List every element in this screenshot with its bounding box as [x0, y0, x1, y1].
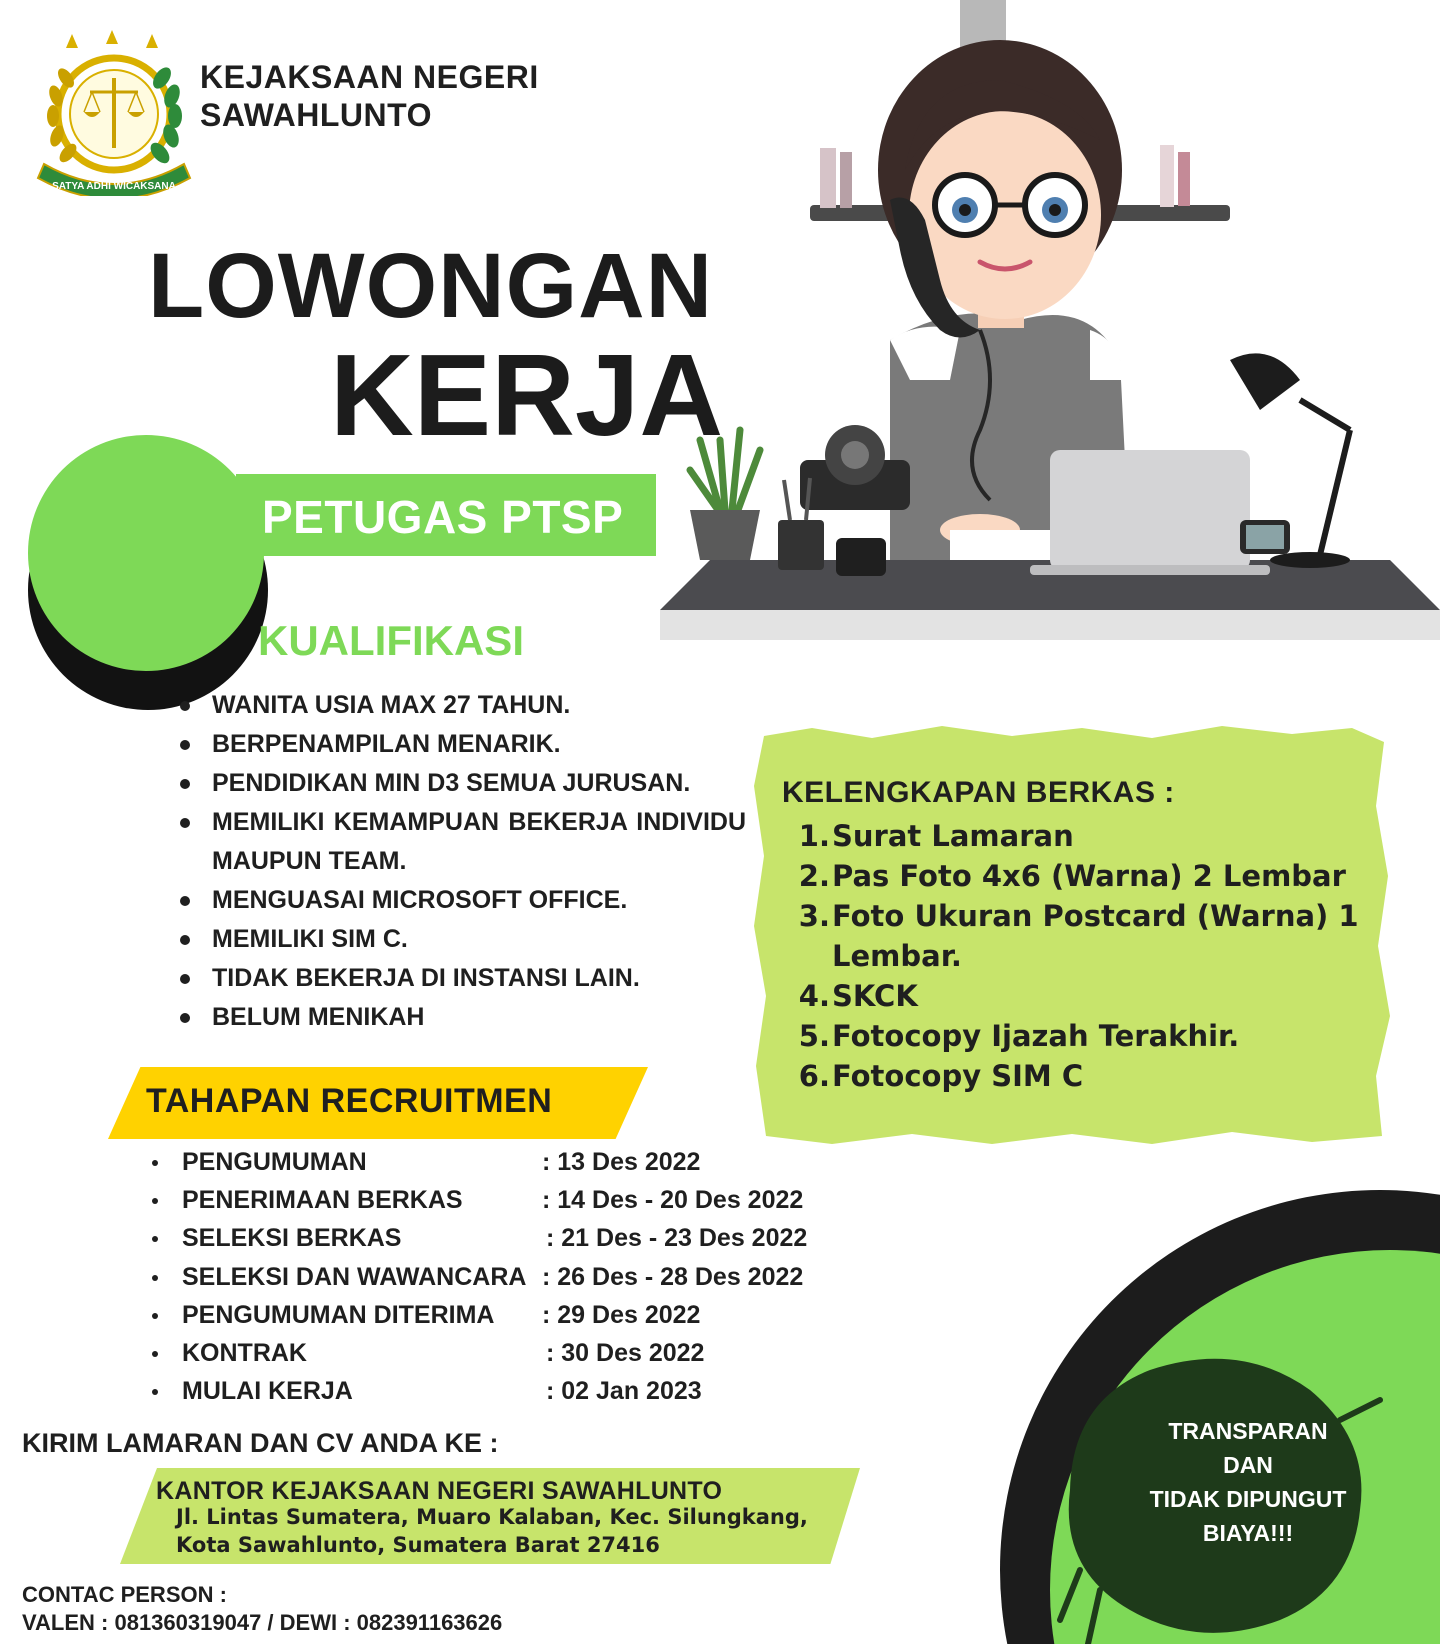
document-item — [790, 1056, 1362, 1096]
qualification-item: MEMILIKI KEMAMPUAN BEKERJA INDIVIDU MAUPUN TEAM. — [180, 803, 746, 881]
document-text: Fotocopy SIM C — [832, 1059, 1084, 1093]
stage-date: : 14 Des - 20 Des 2022 — [542, 1186, 804, 1215]
contact-numbers: VALEN : 081360319047 / DEWI : 082391163626 — [22, 1610, 503, 1635]
bullet-icon — [152, 1160, 158, 1166]
document-text: Pas Foto 4x6 (Warna) 2 Lembar — [832, 859, 1346, 893]
stage-date: : 02 Jan 2023 — [546, 1377, 702, 1406]
badge-line: BIAYA!!! — [1202, 1520, 1294, 1546]
badge-line: DAN — [1223, 1452, 1273, 1478]
stage-row — [152, 1181, 852, 1219]
bullet-icon — [152, 1351, 158, 1357]
qualification-item: TIDAK BEKERJA DI INSTANSI LAIN. — [180, 959, 746, 998]
address-line-2: Kota Sawahlunto, Sumatera Barat 27416 — [176, 1533, 660, 1557]
document-item — [790, 896, 1362, 976]
kejaksaan-logo — [34, 26, 204, 196]
bullet-icon — [152, 1275, 158, 1281]
bullet-icon — [152, 1198, 158, 1204]
badge-line: TIDAK DIPUNGUT — [1149, 1486, 1347, 1512]
stage-name: SELEKSI BERKAS — [182, 1224, 402, 1253]
logo-motto: SATYA ADHI WICAKSANA — [52, 181, 176, 192]
stage-row — [152, 1296, 852, 1334]
stage-row — [152, 1143, 852, 1181]
stage-row — [152, 1219, 852, 1257]
stage-name: MULAI KERJA — [182, 1377, 353, 1406]
qualification-item: MENGUASAI MICROSOFT OFFICE. — [180, 881, 746, 920]
stage-date: : 29 Des 2022 — [542, 1300, 701, 1329]
org-line-1: KEJAKSAAN NEGERI — [200, 59, 539, 95]
title-line-1: LOWONGAN — [148, 235, 714, 337]
badge-text — [1108, 1414, 1388, 1550]
document-text: SKCK — [832, 979, 918, 1013]
office-worker-illustration — [660, 0, 1440, 650]
stage-name: PENGUMUMAN — [182, 1148, 367, 1176]
document-number: 6. — [798, 1059, 830, 1093]
decor-circle — [28, 435, 264, 671]
bullet-icon — [152, 1236, 158, 1242]
document-text: Fotocopy Ijazah Terakhir. — [832, 1019, 1240, 1053]
documents-list — [790, 816, 1362, 1096]
stage-date: : 21 Des - 23 Des 2022 — [546, 1224, 808, 1253]
document-number: 2. — [798, 859, 830, 893]
qualification-item: BERPENAMPILAN MENARIK. — [180, 725, 746, 764]
stage-name: PENGUMUMAN DITERIMA — [182, 1300, 495, 1329]
stage-row — [152, 1258, 852, 1296]
document-item — [790, 856, 1362, 896]
position-title: PETUGAS PTSP — [262, 491, 624, 543]
stage-row — [152, 1334, 852, 1372]
qualification-item: WANITA USIA MAX 27 TAHUN. — [180, 686, 746, 725]
document-number: 4. — [798, 979, 830, 1013]
qualifications-heading: KUALIFIKASI — [258, 617, 524, 664]
document-item — [790, 976, 1362, 1016]
qualification-item: MEMILIKI SIM C. — [180, 920, 746, 959]
bullet-icon — [152, 1389, 158, 1395]
contact-heading: CONTAC PERSON : — [22, 1582, 227, 1607]
qualification-item: BELUM MENIKAH — [180, 998, 746, 1037]
recruitment-stages — [152, 1143, 852, 1410]
document-number: 5. — [798, 1019, 830, 1053]
bullet-icon — [152, 1313, 158, 1319]
office-name: KANTOR KEJAKSAAN NEGERI SAWAHLUNTO — [156, 1477, 723, 1505]
recruitment-heading: TAHAPAN RECRUITMEN — [146, 1082, 553, 1120]
document-text: Foto Ukuran Postcard (Warna) 1 Lembar. — [832, 899, 1359, 973]
stage-row — [152, 1372, 852, 1410]
qualification-item: PENDIDIKAN MIN D3 SEMUA JURUSAN. — [180, 764, 746, 803]
document-number: 3. — [798, 899, 830, 933]
stage-date: : 13 Des 2022 — [542, 1148, 701, 1176]
stage-name: PENERIMAAN BERKAS — [182, 1186, 463, 1215]
title-line-2: KERJA — [330, 330, 724, 460]
send-heading: KIRIM LAMARAN DAN CV ANDA KE : — [22, 1428, 499, 1458]
badge-decoration — [960, 1150, 1440, 1644]
stage-date: : 26 Des - 28 Des 2022 — [542, 1262, 804, 1291]
documents-heading: KELENGKAPAN BERKAS : — [782, 776, 1175, 809]
document-text: Surat Lamaran — [832, 819, 1074, 853]
qualifications-list — [180, 686, 746, 1037]
stage-date: : 30 Des 2022 — [546, 1338, 705, 1367]
organization-name — [200, 58, 539, 134]
badge-line: TRANSPARAN — [1168, 1418, 1328, 1444]
stage-name: KONTRAK — [182, 1338, 307, 1367]
org-line-2: SAWAHLUNTO — [200, 97, 432, 133]
document-item — [790, 816, 1362, 856]
document-number: 1. — [798, 819, 830, 853]
document-item — [790, 1016, 1362, 1056]
address-line-1: Jl. Lintas Sumatera, Muaro Kalaban, Kec. Silungkang, — [176, 1505, 808, 1529]
stage-name: SELEKSI DAN WAWANCARA — [182, 1262, 527, 1291]
